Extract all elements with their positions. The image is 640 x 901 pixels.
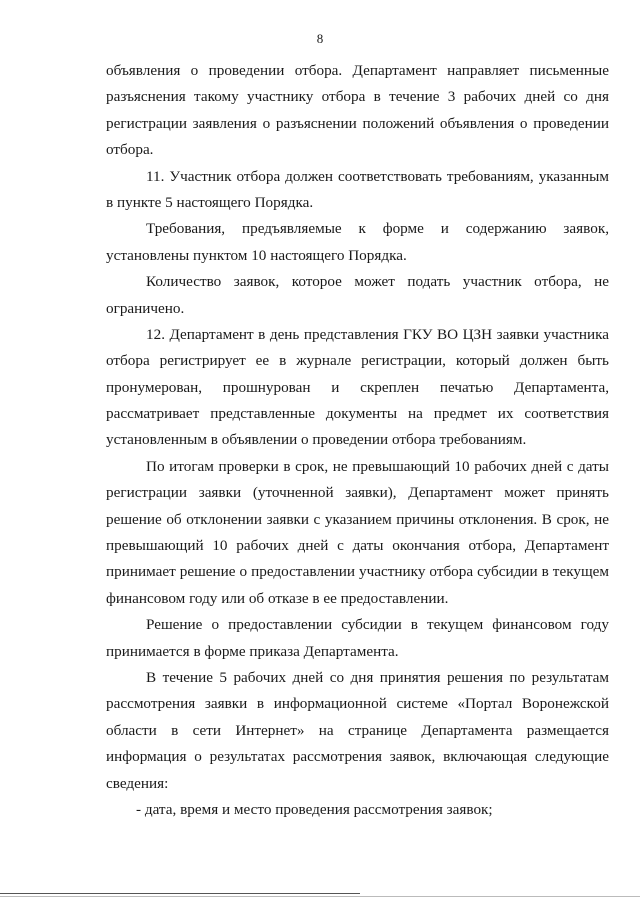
text-line: области в сети Интернет» на странице Департамента размещается — [106, 721, 609, 739]
text-line: объявления о проведении отбора. Департамент направляет письменные — [106, 62, 609, 79]
text-line: 11. Участник отбора должен соответствовать требованиям, указанным — [146, 167, 609, 185]
text-line: По итогам проверки в срок, не превышающий 10 рабочих дней с даты — [146, 457, 609, 475]
paragraph-list-item — [106, 797, 609, 823]
text-line: отбора. — [106, 141, 154, 159]
text-line: Количество заявок, которое может подать участник отбора, не — [146, 273, 609, 291]
page-number: 8 — [316, 31, 324, 46]
text-line: Решение о предоставлении субсидии в текущем финансовом году — [146, 616, 609, 634]
text-line: информация о результатах рассмотрения заявок, включающая следующие — [106, 748, 609, 766]
paragraph-continuation — [106, 58, 609, 164]
paragraph-quantity — [106, 269, 609, 322]
text-line: сведения: — [106, 774, 169, 792]
paragraph-publication — [106, 665, 609, 797]
text-line: превышающий 10 рабочих дней с даты окончания отбора, Департамент — [106, 537, 609, 555]
document-body — [106, 58, 609, 823]
text-line: установленным в объявлении о проведении отбора требованиям. — [106, 431, 527, 449]
text-line: Требования, предъявляемые к форме и содержанию заявок, — [146, 220, 609, 238]
text-line: принимает решение о предоставлении участнику отбора субсидии в текущем — [106, 563, 609, 581]
text-line: установлены пунктом 10 настоящего Порядка. — [106, 246, 407, 264]
text-line: в пункте 5 настоящего Порядка. — [106, 193, 314, 211]
text-line: рассматривает представленные документы на предмет их соответствия — [106, 405, 609, 423]
paragraph-requirements — [106, 216, 609, 269]
text-line: принимается в форме приказа Департамента. — [106, 642, 399, 660]
text-line: ограничено. — [106, 299, 185, 317]
text-line: решение об отклонении заявки с указанием причины отклонения. В срок, не — [106, 510, 609, 528]
text-line: пронумерован, прошнурован и скреплен печатью Департамента, — [106, 378, 609, 396]
list-item: - дата, время и место проведения рассмотрения заявок; — [136, 800, 493, 818]
text-line: рассмотрения заявки в информационной системе «Портал Воронежской — [106, 695, 609, 713]
scan-edge-line — [0, 893, 360, 894]
text-line: отбора регистрирует ее в журнале регистрации, который должен быть — [106, 352, 609, 370]
text-line: 12. Департамент в день представления ГКУ ВО ЦЗН заявки участника — [146, 325, 609, 343]
scan-edge-line — [0, 896, 640, 897]
paragraph-results — [106, 454, 609, 612]
text-line: регистрации заявки (уточненной заявки), Департамент может принять — [106, 484, 609, 502]
text-line: финансовом году или об отказе в ее предоставлении. — [106, 589, 449, 607]
text-line: разъяснения такому участнику отбора в течение 3 рабочих дней со дня — [106, 88, 609, 106]
paragraph-item-11 — [106, 164, 609, 217]
text-line: регистрации заявления о разъяснении положений объявления о проведении — [106, 114, 609, 132]
text-line: В течение 5 рабочих дней со дня принятия решения по результатам — [146, 668, 609, 686]
paragraph-decision — [106, 612, 609, 665]
paragraph-item-12 — [106, 322, 609, 454]
